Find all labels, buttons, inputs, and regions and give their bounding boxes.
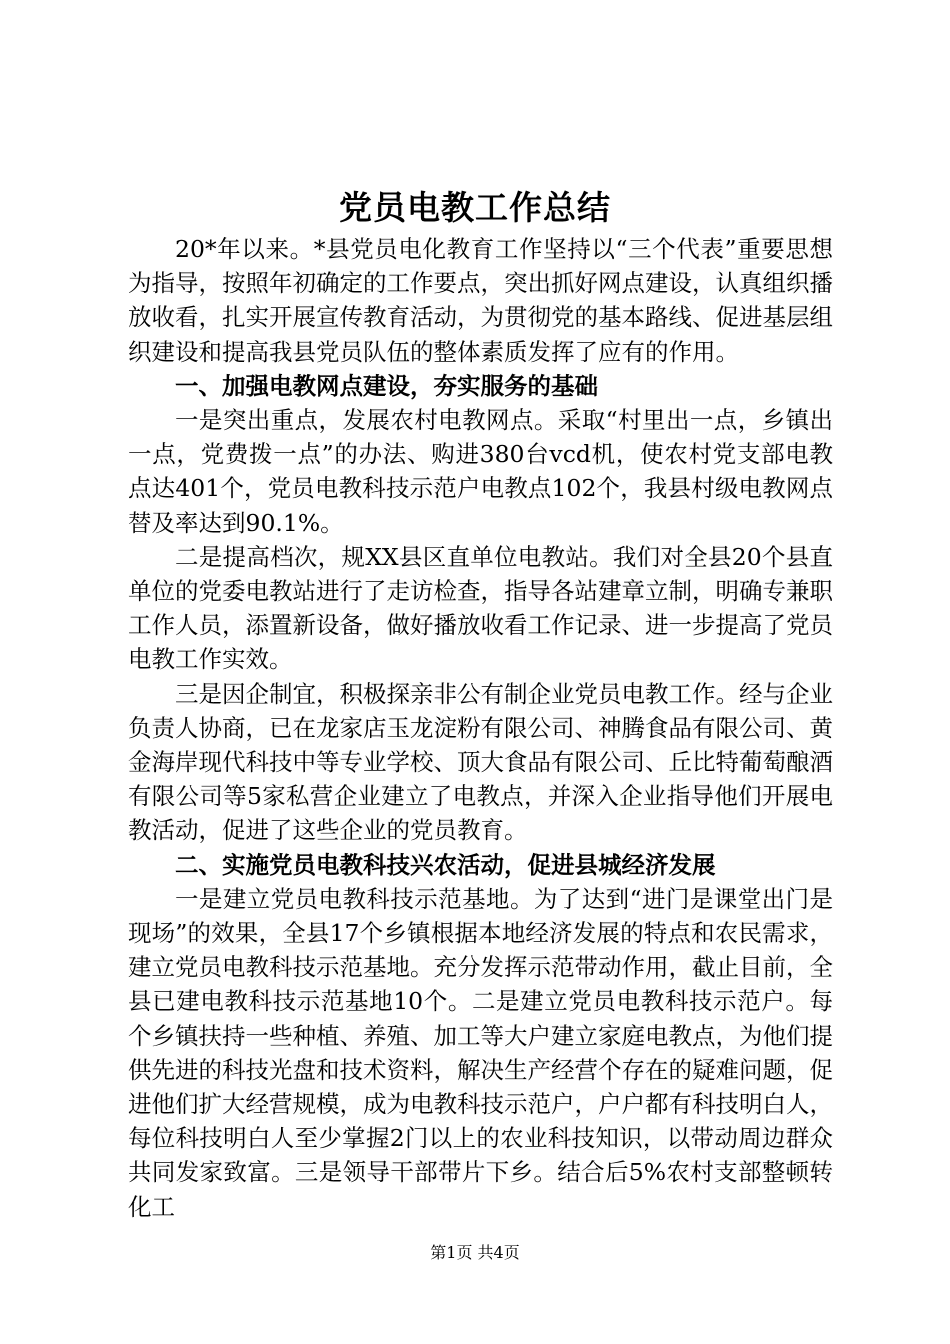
body-paragraph: 一是建立党员电教科技示范基地。为了达到“进门是课堂出门是现场”的效果，全县17个乡镇根据本地经济发展的特点和农民需求，建立党员电教科技示范基地。充分发挥示范带动作用，截止目前，全县已建电教科技示范基地10个。二是建立党员电教科技示范户。每个乡镇扶持一些种植、养殖、加工等大户建立家庭电教点，为他们提供先进的科技光盘和技术资料，解决生产经营个存在的疑难问题，促进他们扩大经营规模，成为电教科技示范户，户户都有科技明白人，每位科技明白人至少掌握2门以上的农业科技知识，以带动周边群众共同发家致富。三是领导干部带片下乡。结合后5%农村支部整顿转化工	[128, 884, 833, 1221]
body-paragraph: 三是因企制宜，积极探亲非公有制企业党员电教工作。经与企业负责人协商，已在龙家店玉龙淀粉有限公司、神腾食品有限公司、黄金海岸现代科技中等专业学校、顶大食品有限公司、丘比特葡萄酿酒有限公司等5家私营企业建立了电教点，并深入企业指导他们开展电教活动，促进了这些企业的党员教育。	[128, 679, 833, 845]
section-heading-2: 二、实施党员电教科技兴农活动，促进县城经济发展	[175, 850, 716, 879]
document-body	[128, 232, 833, 1224]
intro-paragraph: 20*年以来。*县党员电化教育工作坚持以“三个代表”重要思想为指导，按照年初确定的工作要点，突出抓好网点建设，认真组织播放收看，扎实开展宣传教育活动，为贯彻党的基本路线、促进基层组织建设和提高我县党员队伍的整体素质发挥了应有的作用。	[128, 235, 833, 366]
document-title: 党员电教工作总结	[339, 188, 611, 227]
page-footer: 第1页 共4页	[430, 1243, 520, 1262]
section-heading-1: 一、加强电教网点建设，夯实服务的基础	[175, 371, 598, 400]
body-paragraph: 二是提高档次，规XX县区直单位电教站。我们对全县20个县直单位的党委电教站进行了走访检查，指导各站建章立制，明确专兼职工作人员，添置新设备，做好播放收看工作记录、进一步提高了党员电教工作实效。	[128, 542, 833, 674]
body-paragraph: 一是突出重点，发展农村电教网点。采取“村里出一点，乡镇出一点，党费拨一点”的办法、购进380台vcd机，使农村党支部电教点达401个，党员电教科技示范户电教点102个，我县村级电教网点替及率达到90.1%。	[128, 406, 833, 537]
